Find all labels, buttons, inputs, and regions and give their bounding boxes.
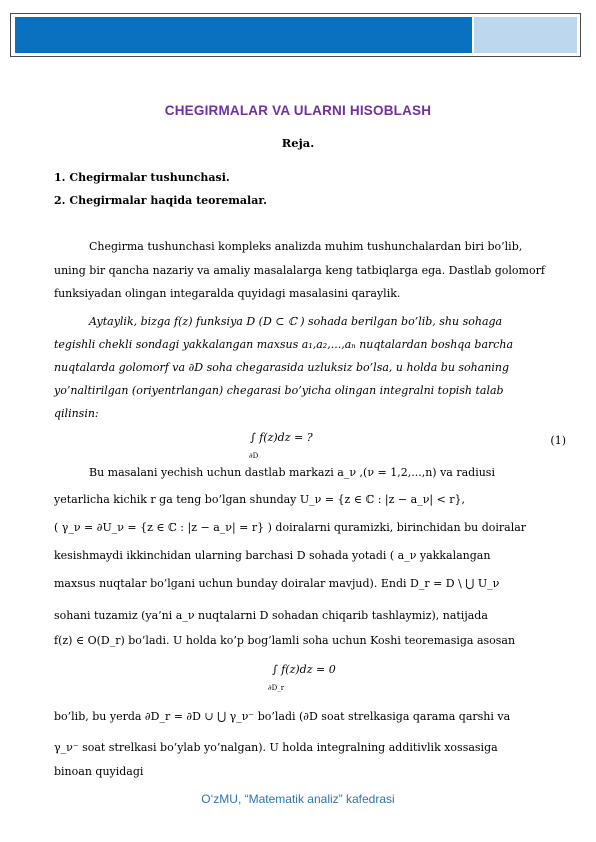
equation-2: ∫ f(z)dz = 0: [272, 663, 336, 676]
body-line-2: yetarlicha kichik r ga teng bo’lgan shunday U_ν = {z ∈ ℂ : |z − a_ν| < r},: [54, 493, 466, 506]
body-line-1: Bu masalani yechish uchun dastlab markazi a_ν ,(ν = 1,2,...,n) va radiusi: [89, 466, 495, 479]
plan-item-2: 2. Chegirmalar haqida teoremalar.: [54, 194, 267, 207]
equation-1-number: (1): [550, 434, 566, 447]
plan-item-1: 1. Chegirmalar tushunchasi.: [54, 171, 230, 184]
body-line-3: ( γ_ν = ∂U_ν = {z ∈ ℂ : |z − a_ν| = r} ) doiralarni quramizki, birinchidan bu doiralar: [54, 521, 527, 534]
body-line-6: sohani tuzamiz (ya’ni a_ν nuqtalarni D sohadan chiqarib tashlaymiz), natijada: [54, 609, 488, 622]
problem-line-4: yo’naltirilgan (oriyentrlangan) chegarasi bo’yicha olingan integralni topish talab: [54, 384, 504, 397]
problem-line-2: tegishli chekli sondagi yakkalangan maxsus a₁,a₂,...,aₙ nuqtalardan boshqa barcha: [54, 338, 514, 351]
header-bar-dark: [15, 17, 472, 53]
tail-line-2: γ_ν⁻ soat strelkasi bo’ylab yo’nalgan). U holda integralning additivlik xossasiga: [54, 741, 498, 754]
intro-paragraph: Chegirma tushunchasi kompleks analizda muhim tushunchalardan biri bo’lib, uning bir qancha nazariy va amaliy masalalarga keng tatbiqlarga ega. Dastlab golomorf funksiyadan olingan integaralda quyidagi masalasini qaraylik.: [54, 240, 545, 300]
problem-line-3: nuqtalarda golomorf va ∂D soha chegarasida uzluksiz bo’lsa, u holda bu sohaning: [54, 361, 510, 374]
tail-line-1: bo’lib, bu yerda ∂D_r = ∂D ∪ ⋃ γ_ν⁻ bo’ladi (∂D soat strelkasiga qarama qarshi va: [54, 710, 511, 723]
problem-line-5: qilinsin:: [54, 407, 99, 420]
page-footer: O‘zMU, “Matematik analiz” kafedrasi: [201, 792, 395, 806]
body-line-4: kesishmaydi ikkinchidan ularning barchasi D sohada yotadi ( a_ν yakkalangan: [54, 549, 491, 562]
plan-heading: Reja.: [281, 136, 315, 150]
equation-1: ∫ f(z)dz = ?: [250, 431, 313, 444]
equation-1-subscript: ∂D: [249, 452, 259, 460]
equation-2-subscript: ∂D_r: [268, 684, 285, 692]
header-bar-light: [474, 17, 577, 53]
problem-line-1: Aytaylik, bizga f(z) funksiya D (D ⊂ ℂ ) sohada berilgan bo’lib, shu sohaga: [89, 315, 503, 328]
body-line-7: f(z) ∈ O(D_r) bo’ladi. U holda ko’p bog’lamli soha uchun Koshi teoremasiga asosan: [54, 634, 516, 647]
body-line-5: maxsus nuqtalar bo’lgani uchun bunday doiralar mavjud). Endi D_r = D \ ⋃ U_ν: [54, 577, 500, 590]
tail-line-3: binoan quyidagi: [54, 765, 144, 778]
page-title: CHEGIRMALAR VA ULARNI HISOBLASH: [164, 103, 432, 118]
